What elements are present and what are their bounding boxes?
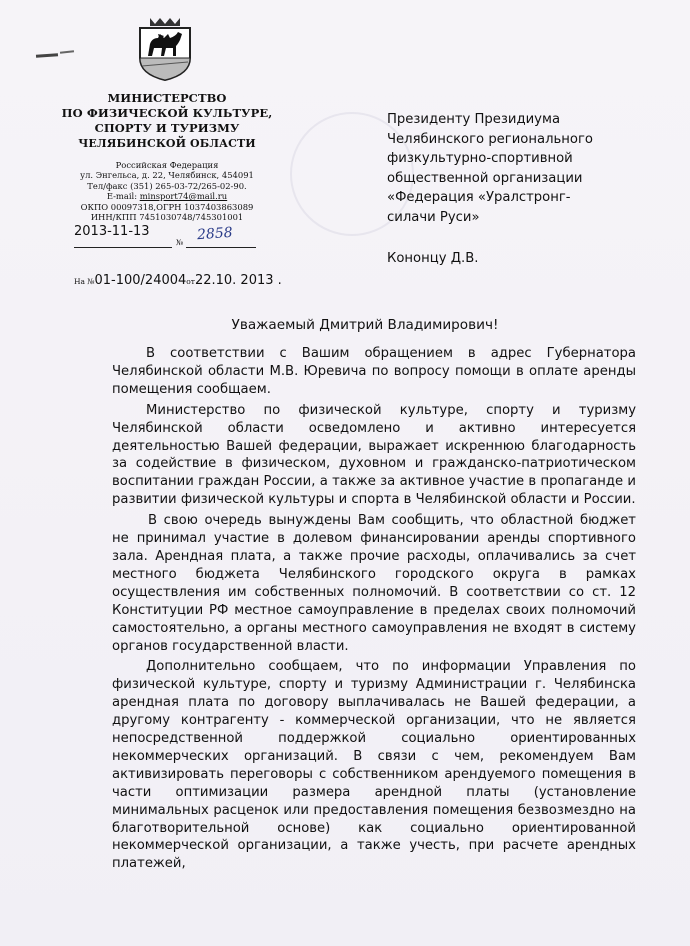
contact-country: Российская Федерация <box>115 160 219 170</box>
body-paragraph: Министерство по физической культуре, спорту и туризму Челябинской области осведомлено и активно интересуется деятельностью Вашей федерации, выражает искреннюю благодарность за содействие в физическом, духовном и гражданско-патриотическом воспитании граждан России, а также за активное участие в пропаганде и развитии физической культуры и спорта в Челябинской области и России. <box>112 402 636 508</box>
reference-line <box>74 273 282 288</box>
ministry-name <box>58 91 276 151</box>
chelyabinsk-coat-of-arms-icon <box>136 14 194 82</box>
ref-date: 22.10. 2013 . <box>194 273 282 288</box>
addressee-line: физкультурно-спортивной <box>387 151 573 166</box>
contact-okpo: ОКПО 00097318,ОГРН 1037403863089 <box>80 201 254 212</box>
ministry-line: СПОРТУ И ТУРИЗМУ <box>94 121 240 135</box>
addressee-line: Челябинского регионального <box>387 131 593 147</box>
letter-body <box>112 345 636 873</box>
contact-address: ул. Энгельса, д. 22, Челябинск, 454091 <box>80 170 254 181</box>
greeting: Уважаемый Дмитрий Владимирович! <box>231 317 499 333</box>
ref-date-label: от <box>186 277 195 286</box>
addressee-line: силачи Руси» <box>387 209 480 225</box>
date-underline <box>74 247 172 248</box>
contact-phone: Тел/факс (351) 265-03-72/265-02-90. <box>87 180 247 191</box>
contact-inn: ИНН/КПП 7451030748/745301001 <box>90 212 244 223</box>
addressee-line: «Федерация «Уралстронг- <box>387 190 571 205</box>
pen-mark <box>36 53 58 58</box>
contact-email-line <box>60 191 274 201</box>
outgoing-number: 2858 <box>196 224 234 244</box>
contact-email-link[interactable]: minsport74@mail.ru <box>139 191 228 202</box>
number-label: № <box>176 238 184 247</box>
body-paragraph: В свою очередь вынуждены Вам сообщить, что областной бюджет не принимал участие в долевом финансировании аренды спортивного зала. Арендная плата, а также прочие расходы, оплачивались за счет местного бюджета Челябинского городского округа в рамках осуществления им собственных полномочий. В соответствии со ст. 12 Конституции РФ местное самоуправление в пределах своих полномочий самостоятельно, а органы местного самоуправления не входят в систему органов государственной власти. <box>112 513 636 654</box>
number-underline <box>186 247 256 248</box>
contact-email-label: E-mail: <box>106 191 140 202</box>
outgoing-date: 2013-11-13 <box>74 224 150 239</box>
ref-prefix: На № <box>74 277 95 286</box>
ref-number: 01-100/24004 <box>94 273 187 288</box>
pen-mark <box>60 50 74 53</box>
ministry-contacts <box>60 160 274 222</box>
addressee-block <box>387 110 677 269</box>
addressee-line: Президенту Президиума <box>387 112 561 127</box>
ministry-line: МИНИСТЕРСТВО <box>107 91 227 105</box>
body-paragraph: Дополнительно сообщаем, что по информации Управления по физической культуре, спорту и туризму Администрации г. Челябинска арендная плата по договору выплачивалась не Вашей федерации, а другому контрагенту - коммерческой организации, что не является непосредственной поддержкой социально ориентированных некоммерческих организаций. В связи с чем, рекомендуем Вам активизировать переговоры с собственником арендуемого помещения в части оптимизации размера арендной платы (установление минимальных расценок или предоставления помещения безвозмездно на благотворительной основе) как социально ориентированной некоммерческой организации, а также учесть, при расчете арендных платежей, <box>112 659 636 872</box>
addressee-name: Кононцу Д.В. <box>387 251 479 266</box>
ministry-line: ПО ФИЗИЧЕСКОЙ КУЛЬТУРЕ, <box>61 106 273 120</box>
addressee-line: общественной организации <box>387 170 583 186</box>
ministry-line: ЧЕЛЯБИНСКОЙ ОБЛАСТИ <box>78 137 256 150</box>
body-paragraph: В соответствии с Вашим обращением в адрес Губернатора Челябинской области М.В. Юревича по вопросу помощи в оплате аренды помещения сообщаем. <box>112 346 636 397</box>
